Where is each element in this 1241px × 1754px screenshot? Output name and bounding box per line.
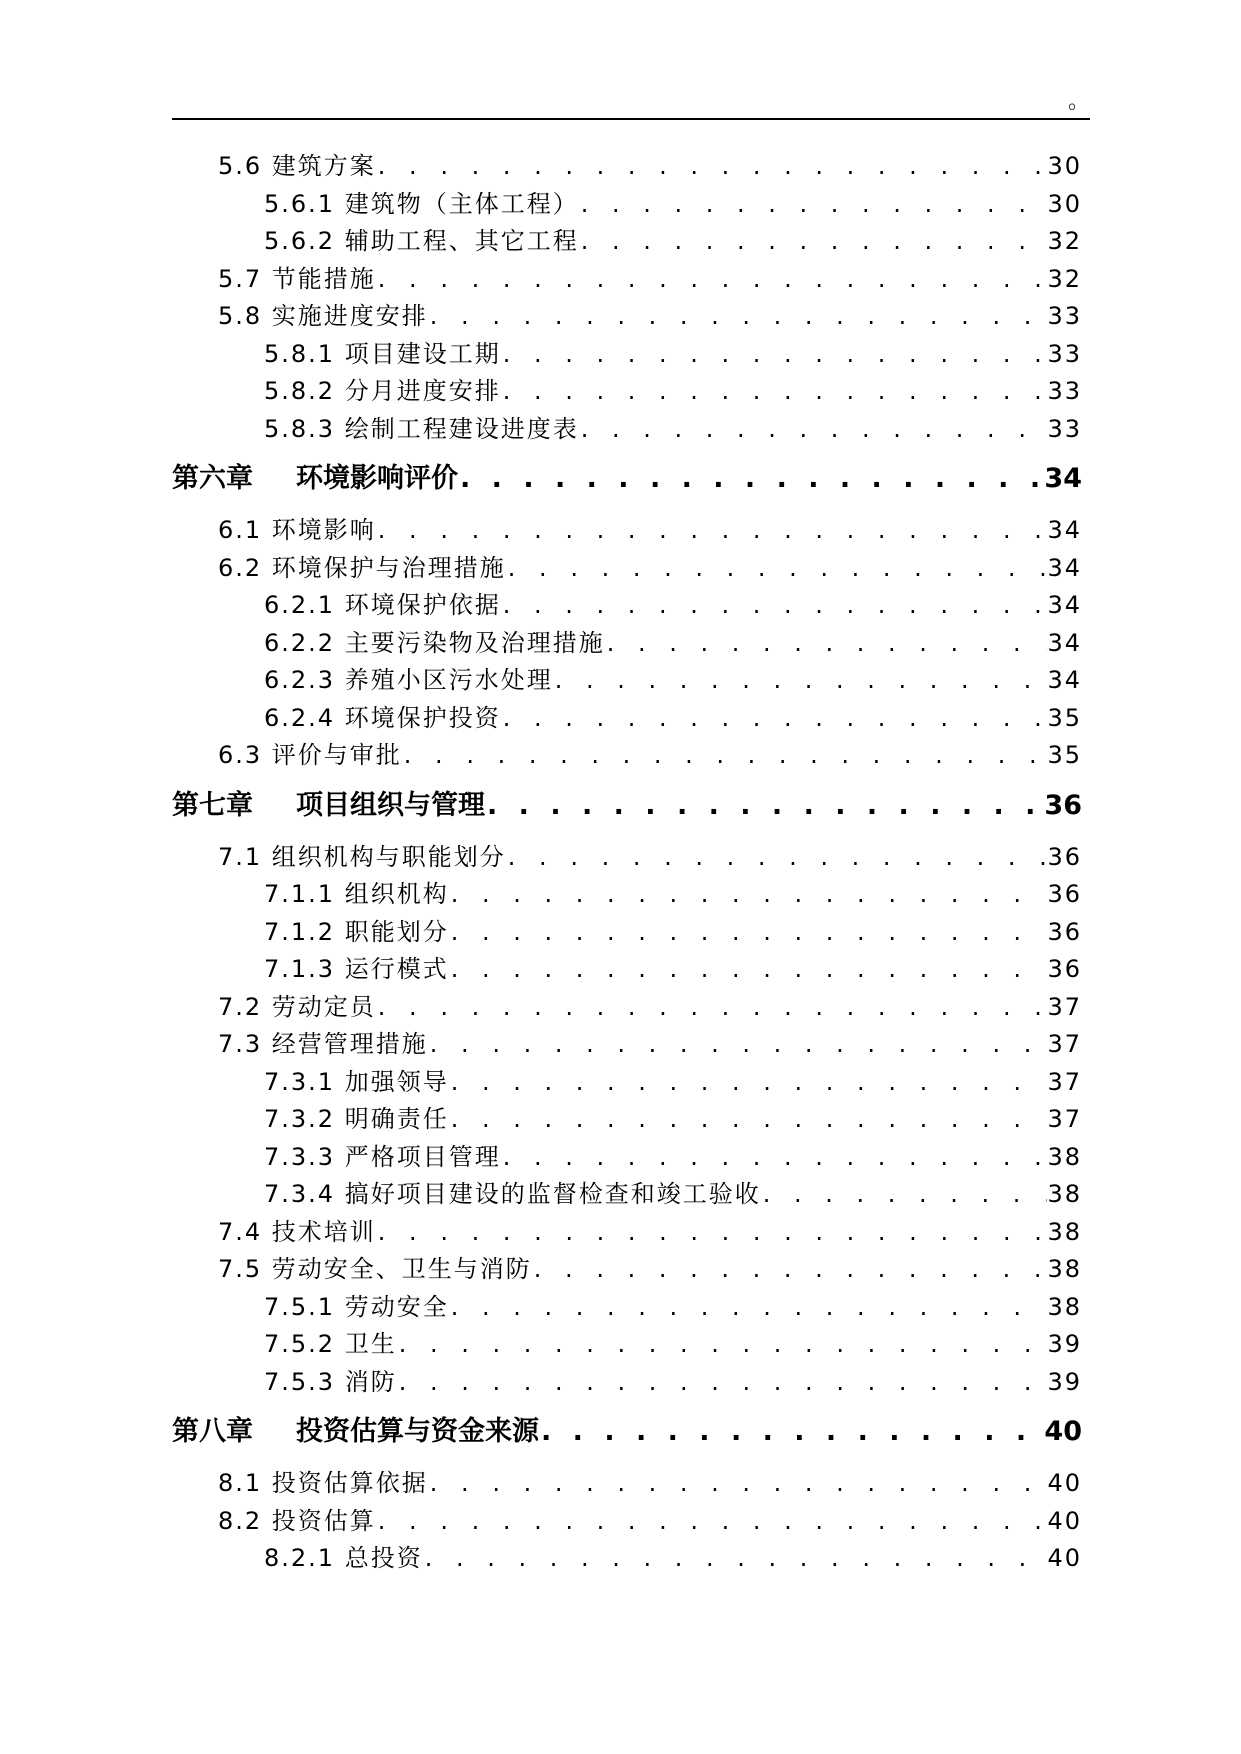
dot-leader [376, 1503, 1048, 1541]
dot-leader [579, 411, 1048, 449]
toc-entry[interactable] [172, 625, 1082, 663]
dot-leader [376, 1214, 1048, 1252]
toc-entry-label: 5.7 节能措施 [218, 264, 376, 293]
toc-chapter-entry[interactable] [172, 450, 1082, 508]
toc-entry[interactable] [172, 876, 1082, 914]
toc-entry-label: 7.4 技术培训 [218, 1217, 376, 1246]
dot-leader [397, 1326, 1048, 1364]
toc-entry-label: 6.2 环境保护与治理措施 [218, 553, 506, 582]
toc-entry-label: 6.1 环境影响 [218, 516, 376, 544]
dot-leader [376, 512, 1048, 550]
dot-leader [501, 587, 1048, 625]
toc-entry[interactable] [172, 1064, 1082, 1102]
chapter-number: 第七章 [172, 789, 253, 821]
toc-entry-label: 7.5.1 劳动安全 [264, 1292, 449, 1321]
toc-page-number: 33 [1047, 302, 1082, 330]
toc-page-number: 37 [1047, 992, 1082, 1021]
toc-entry-label: 7.2 劳动定员 [218, 992, 376, 1021]
toc-page-number: 34 [1047, 666, 1082, 694]
toc-entry[interactable] [172, 1540, 1082, 1578]
toc-entry-label: 7.1.2 职能划分 [264, 917, 449, 946]
toc-page-number: 36 [1047, 917, 1082, 946]
toc-entry[interactable] [172, 373, 1082, 411]
toc-entry[interactable] [172, 1176, 1082, 1214]
toc-entry[interactable] [172, 914, 1082, 952]
toc-entry-label [172, 1403, 539, 1461]
toc-page-number: 34 [1044, 463, 1082, 494]
toc-page-number: 40 [1047, 1469, 1082, 1497]
toc-entry[interactable] [172, 186, 1082, 224]
toc-page-number: 37 [1047, 1030, 1082, 1058]
toc-entry[interactable] [172, 951, 1082, 989]
toc-entry-label: 6.2.2 主要污染物及治理措施 [264, 628, 605, 657]
toc-entry-label [172, 777, 485, 835]
toc-chapter-entry[interactable] [172, 1403, 1082, 1461]
dot-leader [501, 1139, 1048, 1177]
toc-entry-label: 7.3.4 搞好项目建设的监督检查和竣工验收 [264, 1180, 761, 1208]
chapter-title: 投资估算与资金来源 [296, 1416, 539, 1447]
dot-leader [605, 625, 1048, 663]
toc-entry[interactable] [172, 662, 1082, 700]
toc-entry[interactable] [172, 839, 1082, 877]
dot-leader [506, 550, 1048, 588]
toc-page-number: 37 [1047, 1105, 1082, 1133]
toc-entry-label: 7.3.1 加强领导 [264, 1067, 449, 1096]
toc-page-number: 38 [1047, 1292, 1082, 1321]
toc-page-number: 33 [1047, 414, 1082, 443]
dot-leader [376, 989, 1048, 1027]
dot-leader [506, 839, 1048, 877]
chapter-number: 第六章 [172, 463, 253, 494]
toc-page-number: 35 [1047, 741, 1082, 769]
dot-leader [449, 1101, 1048, 1139]
toc-entry-label: 7.1.3 运行模式 [264, 955, 449, 983]
toc-entry[interactable] [172, 700, 1082, 738]
toc-page-number: 38 [1047, 1255, 1082, 1283]
toc-entry-label: 6.2.4 环境保护投资 [264, 703, 501, 732]
dot-leader [449, 914, 1048, 952]
toc-page-number: 35 [1047, 703, 1082, 732]
toc-entry[interactable] [172, 1251, 1082, 1289]
toc-entry-label: 7.5.2 卫生 [264, 1330, 397, 1358]
chapter-title: 环境影响评价 [296, 463, 458, 494]
dot-leader [458, 450, 1044, 508]
toc-entry[interactable] [172, 587, 1082, 625]
dot-leader [501, 336, 1048, 374]
toc-entry-label: 8.2 投资估算 [218, 1506, 376, 1535]
dot-leader [761, 1176, 1048, 1214]
toc-entry[interactable] [172, 1503, 1082, 1541]
dot-leader [428, 1465, 1048, 1503]
toc-entry[interactable] [172, 512, 1082, 550]
toc-entry[interactable] [172, 1214, 1082, 1252]
toc-page-number: 32 [1047, 264, 1082, 293]
toc-entry[interactable] [172, 298, 1082, 336]
toc-entry-label: 7.1.1 组织机构 [264, 880, 449, 908]
toc-page-number: 38 [1047, 1180, 1082, 1208]
toc-entry-label: 6.2.3 养殖小区污水处理 [264, 666, 553, 694]
toc-entry-label: 6.3 评价与审批 [218, 741, 402, 769]
chapter-title: 项目组织与管理 [296, 789, 485, 821]
dot-leader [553, 662, 1048, 700]
header-mark: 。 [1067, 89, 1090, 114]
dot-leader [428, 298, 1048, 336]
toc-entry-label [172, 450, 458, 508]
dot-leader [376, 148, 1048, 186]
dot-leader [428, 1026, 1048, 1064]
toc-entry[interactable] [172, 1139, 1082, 1177]
toc-entry[interactable] [172, 989, 1082, 1027]
toc-entry[interactable] [172, 148, 1082, 186]
dot-leader [532, 1251, 1048, 1289]
toc-entry[interactable] [172, 411, 1082, 449]
toc-entry-label: 5.6.2 辅助工程、其它工程 [264, 227, 579, 255]
toc-page-number: 33 [1047, 339, 1082, 368]
toc-entry-label: 8.1 投资估算依据 [218, 1469, 428, 1497]
toc-page-number: 40 [1044, 1416, 1082, 1447]
header-rule [172, 118, 1090, 120]
dot-leader [485, 777, 1044, 835]
dot-leader [501, 700, 1048, 738]
toc-entry-label: 7.5 劳动安全、卫生与消防 [218, 1255, 532, 1283]
toc-entry-label: 5.8 实施进度安排 [218, 302, 428, 330]
toc-page-number: 36 [1044, 789, 1082, 821]
toc-entry[interactable] [172, 1026, 1082, 1064]
toc-page-number: 37 [1047, 1067, 1082, 1096]
toc-page-number: 33 [1047, 377, 1082, 405]
toc-entry[interactable] [172, 550, 1082, 588]
table-of-contents [172, 148, 1082, 1578]
toc-entry[interactable] [172, 737, 1082, 775]
toc-entry-label: 7.3.2 明确责任 [264, 1105, 449, 1133]
dot-leader [501, 373, 1048, 411]
toc-page-number: 36 [1047, 880, 1082, 908]
toc-page-number: 40 [1047, 1544, 1082, 1572]
dot-leader [376, 261, 1048, 299]
dot-leader [423, 1540, 1048, 1578]
toc-page-number: 38 [1047, 1217, 1082, 1246]
toc-entry-label: 7.3.3 严格项目管理 [264, 1142, 501, 1171]
chapter-number: 第八章 [172, 1416, 253, 1447]
toc-page-number: 39 [1047, 1330, 1082, 1358]
dot-leader [449, 876, 1048, 914]
toc-entry-label: 5.8.2 分月进度安排 [264, 377, 501, 405]
dot-leader [579, 186, 1048, 224]
toc-entry-label: 7.5.3 消防 [264, 1367, 397, 1396]
toc-entry[interactable] [172, 261, 1082, 299]
toc-page-number: 34 [1047, 628, 1082, 657]
toc-page-number: 40 [1047, 1506, 1082, 1535]
toc-entry[interactable] [172, 336, 1082, 374]
toc-entry-label: 6.2.1 环境保护依据 [264, 591, 501, 619]
toc-page-number: 34 [1047, 516, 1082, 544]
toc-page-number: 36 [1047, 955, 1082, 983]
dot-leader [539, 1403, 1044, 1461]
toc-entry-label: 7.1 组织机构与职能划分 [218, 842, 506, 871]
toc-page-number: 39 [1047, 1367, 1082, 1396]
toc-entry[interactable] [172, 1101, 1082, 1139]
toc-page-number: 36 [1047, 842, 1082, 871]
toc-entry[interactable] [172, 1465, 1082, 1503]
dot-leader [579, 223, 1048, 261]
dot-leader [402, 737, 1048, 775]
toc-chapter-entry[interactable] [172, 777, 1082, 835]
toc-page-number: 30 [1047, 152, 1082, 180]
toc-entry-label: 5.8.1 项目建设工期 [264, 339, 501, 368]
toc-page-number: 32 [1047, 227, 1082, 255]
toc-entry[interactable] [172, 1289, 1082, 1327]
toc-entry-label: 5.6.1 建筑物（主体工程） [264, 189, 579, 218]
toc-entry-label: 5.8.3 绘制工程建设进度表 [264, 414, 579, 443]
dot-leader [449, 1289, 1048, 1327]
toc-page-number: 30 [1047, 189, 1082, 218]
toc-entry-label: 7.3 经营管理措施 [218, 1030, 428, 1058]
dot-leader [397, 1364, 1048, 1402]
dot-leader [449, 1064, 1048, 1102]
toc-page-number: 34 [1047, 553, 1082, 582]
toc-page-number: 38 [1047, 1142, 1082, 1171]
toc-entry-label: 5.6 建筑方案 [218, 152, 376, 180]
toc-entry[interactable] [172, 223, 1082, 261]
toc-entry-label: 8.2.1 总投资 [264, 1544, 423, 1572]
toc-entry[interactable] [172, 1364, 1082, 1402]
toc-entry[interactable] [172, 1326, 1082, 1364]
dot-leader [449, 951, 1048, 989]
toc-page-number: 34 [1047, 591, 1082, 619]
